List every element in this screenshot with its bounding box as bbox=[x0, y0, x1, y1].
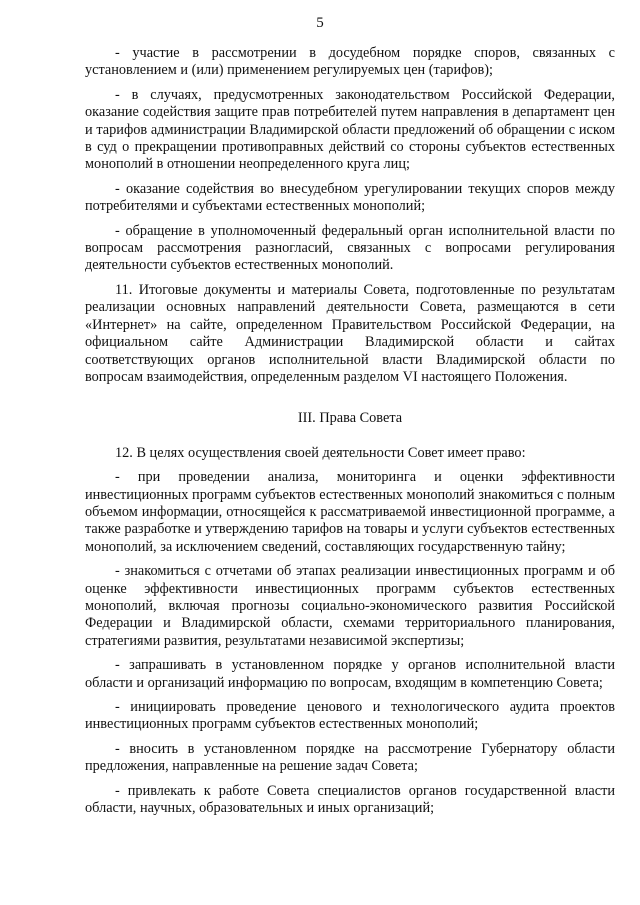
paragraph: - участие в рассмотрении в досудебном порядке споров, связанных с установлением и (или) применением регулируемых цен (тарифов); bbox=[85, 45, 615, 79]
page-number: 5 bbox=[316, 15, 324, 31]
paragraph: - вносить в установленном порядке на рассмотрение Губернатору области предложения, направленные на решение задач Совета; bbox=[85, 740, 615, 775]
paragraph: 11. Итоговые документы и материалы Совета, подготовленные по результатам реализации основных направлений деятельности Совета, размещаются в сети «Интернет» на сайте, определенном Правительством Российской Федерации, на официальном сайте Администрации Владимирской области и сайтах соответствующих органов исполнительной власти Владимирской области по вопросам взаимодействия, определенным разделом VI настоящего Положения. bbox=[85, 281, 615, 385]
paragraph: - оказание содействия во внесудебном урегулировании текущих споров между потребителями и субъектами естественных монополий; bbox=[85, 180, 615, 215]
paragraph: - привлекать к работе Совета специалистов органов государственной власти области, научных, образовательных и иных организаций; bbox=[85, 782, 615, 817]
document-body bbox=[85, 45, 615, 824]
paragraph: - в случаях, предусмотренных законодательством Российской Федерации, оказание содействия защите прав потребителей путем направления в департамент цен и тарифов администрации Владимирской области предложений об обращении с иском в суд о прекращении противоправных действий со стороны субъектов естественных монополий в отношении неопределенного круга лиц; bbox=[85, 86, 615, 173]
paragraph: 12. В целях осуществления своей деятельности Совет имеет право: bbox=[115, 444, 526, 461]
paragraph: - при проведении анализа, мониторинга и оценки эффективности инвестиционных программ субъектов естественных монополий знакомиться с полным объемом информации, относящейся к рассматриваемой инвестиционной программе, а также разработке и утверждению тарифов на товары и услуги субъектов естественных монополий, за исключением сведений, составляющих государственную тайну; bbox=[85, 469, 615, 555]
paragraph: - инициировать проведение ценового и технологического аудита проектов инвестиционных программ субъектов естественных монополий; bbox=[85, 699, 615, 733]
paragraph: - запрашивать в установленном порядке у органов исполнительной власти области и организаций информацию по вопросам, входящим в компетенцию Совета; bbox=[85, 657, 615, 691]
paragraph: - обращение в уполномоченный федеральный орган исполнительной власти по вопросам рассмотрения разногласий, связанных с вопросами регулирования деятельности субъектов естественных монополий. bbox=[85, 222, 615, 274]
paragraph: - знакомиться с отчетами об этапах реализации инвестиционных программ и об оценке эффективности инвестиционных программ субъектов естественных монополий, включая прогнозы социально-экономического развития Российской Федерации и Владимирской области, схемами территориального планирования, стратегиями развития, результатами независимой экспертизы; bbox=[85, 563, 615, 649]
section-heading: III. Права Совета bbox=[297, 410, 403, 427]
